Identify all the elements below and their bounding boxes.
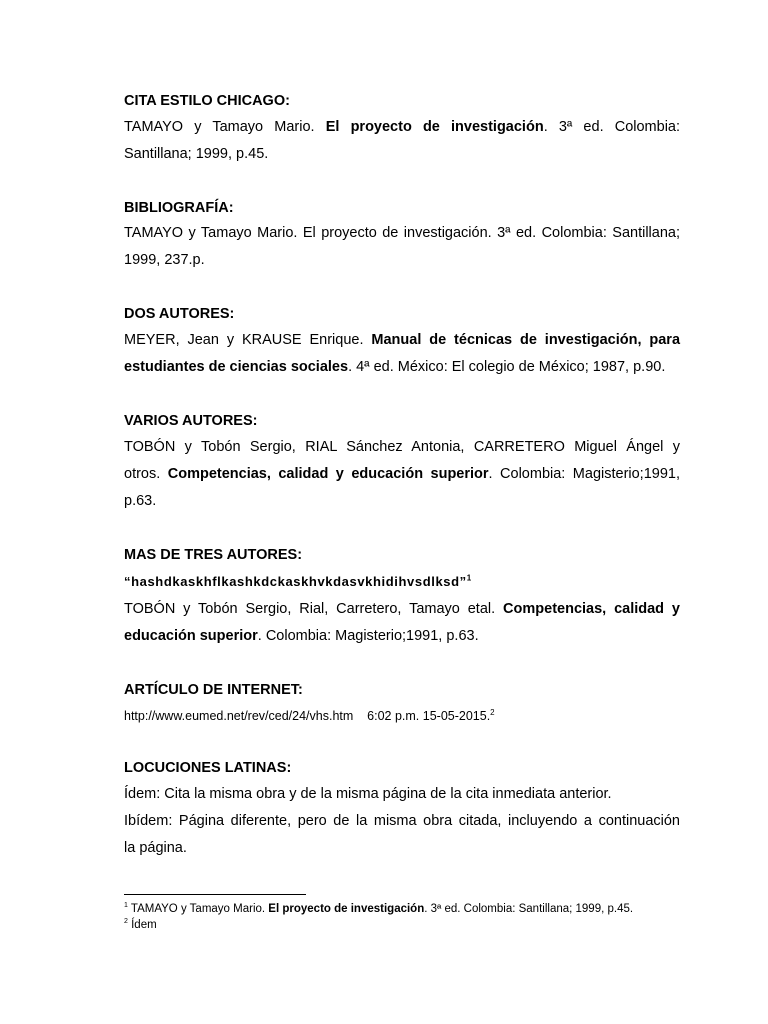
heading-dos-autores: DOS AUTORES: xyxy=(124,306,235,322)
chicago-line-2: Santillana; 1999, p.45. xyxy=(124,146,269,162)
latinas-ibidem-1: Ibídem: Página diferente, pero de la misma obra citada, incluyendo a continuación xyxy=(124,813,680,829)
varios-autores-line-3: p.63. xyxy=(124,493,157,509)
dos-autores-citation xyxy=(124,327,680,381)
chicago-edition: . 3ª ed. Colombia: xyxy=(543,119,681,135)
varios-autores-citation xyxy=(124,434,680,515)
heading-bibliografia: BIBLIOGRAFÍA: xyxy=(124,200,234,216)
heading-mas-de-tres: MAS DE TRES AUTORES: xyxy=(124,547,303,563)
dos-autores-title-1: Manual de técnicas de investigación, para xyxy=(371,332,681,348)
quote-body: “hashdkaskhflkashkdckaskhvkdasvkhidihvsdlksd” xyxy=(124,574,467,589)
footnote-separator xyxy=(124,894,306,895)
latinas-idem: Ídem: Cita la misma obra y de la misma página de la cita inmediata anterior. xyxy=(124,786,612,802)
dos-autores-line-1 xyxy=(124,327,680,354)
internet-citation xyxy=(124,706,495,726)
internet-url[interactable]: http://www.eumed.net/rev/ced/24/vhs.htm 6:02 p.m. 15-05-2015. xyxy=(124,709,491,723)
heading-internet: ARTÍCULO DE INTERNET: xyxy=(124,682,303,698)
footnote-ref-2[interactable]: 2 xyxy=(490,707,495,717)
mas-de-tres-citation xyxy=(124,596,680,650)
bibliografia-line-2: 1999, 237.p. xyxy=(124,252,205,268)
varios-autores-line-2 xyxy=(124,461,680,488)
varios-autores-title: Competencias, calidad y educación superior xyxy=(167,466,489,482)
chicago-title: El proyecto de investigación xyxy=(325,119,544,135)
footnote-2-text: Ídem xyxy=(127,919,157,931)
mas-de-tres-line-1 xyxy=(124,596,680,623)
chicago-citation xyxy=(124,114,680,168)
mas-de-tres-title-2: educación superior xyxy=(124,628,258,644)
mas-de-tres-author: TOBÓN y Tobón Sergio, Rial, Carretero, Tamayo etal. xyxy=(124,601,496,617)
footnote-2-number: 2 xyxy=(124,918,128,926)
dos-autores-title-2: estudiantes de ciencias sociales xyxy=(124,359,349,375)
chicago-line-1 xyxy=(124,114,680,141)
mas-de-tres-publisher: . Colombia: Magisterio;1991, p.63. xyxy=(257,628,479,644)
footnote-1 xyxy=(124,901,633,917)
footnote-1-title: El proyecto de investigación xyxy=(268,903,425,915)
latinas-ibidem-2: la página. xyxy=(124,840,187,856)
footnote-ref-1[interactable]: 1 xyxy=(466,573,472,583)
footnote-1-number: 1 xyxy=(124,902,128,910)
footnote-1-author: TAMAYO y Tamayo Mario. xyxy=(127,903,269,915)
quote-text xyxy=(124,572,472,592)
dos-autores-edition: . 4ª ed. México: El colegio de México; 1987, p.90. xyxy=(348,359,666,375)
mas-de-tres-line-2 xyxy=(124,623,680,650)
heading-chicago: CITA ESTILO CHICAGO: xyxy=(124,93,290,109)
mas-de-tres-title-1: Competencias, calidad y xyxy=(503,601,680,617)
dos-autores-line-2 xyxy=(124,354,680,381)
varios-autores-line-1: TOBÓN y Tobón Sergio, RIAL Sánchez Antonia, CARRETERO Miguel Ángel y xyxy=(124,439,680,455)
chicago-author: TAMAYO y Tamayo Mario. xyxy=(124,119,315,135)
heading-latinas: LOCUCIONES LATINAS: xyxy=(124,760,292,776)
latinas-text xyxy=(124,781,680,862)
bibliografia-line-1: TAMAYO y Tamayo Mario. El proyecto de investigación. 3ª ed. Colombia: Santillana; xyxy=(124,225,680,241)
heading-varios-autores: VARIOS AUTORES: xyxy=(124,413,258,429)
varios-autores-publisher: . Colombia: Magisterio;1991, xyxy=(488,466,680,482)
dos-autores-author: MEYER, Jean y KRAUSE Enrique. xyxy=(124,332,364,348)
varios-autores-otros: otros. xyxy=(124,466,161,482)
bibliografia-citation xyxy=(124,220,680,274)
footnote-1-publisher: . 3ª ed. Colombia: Santillana; 1999, p.45. xyxy=(424,903,634,915)
footnote-2 xyxy=(124,917,157,933)
